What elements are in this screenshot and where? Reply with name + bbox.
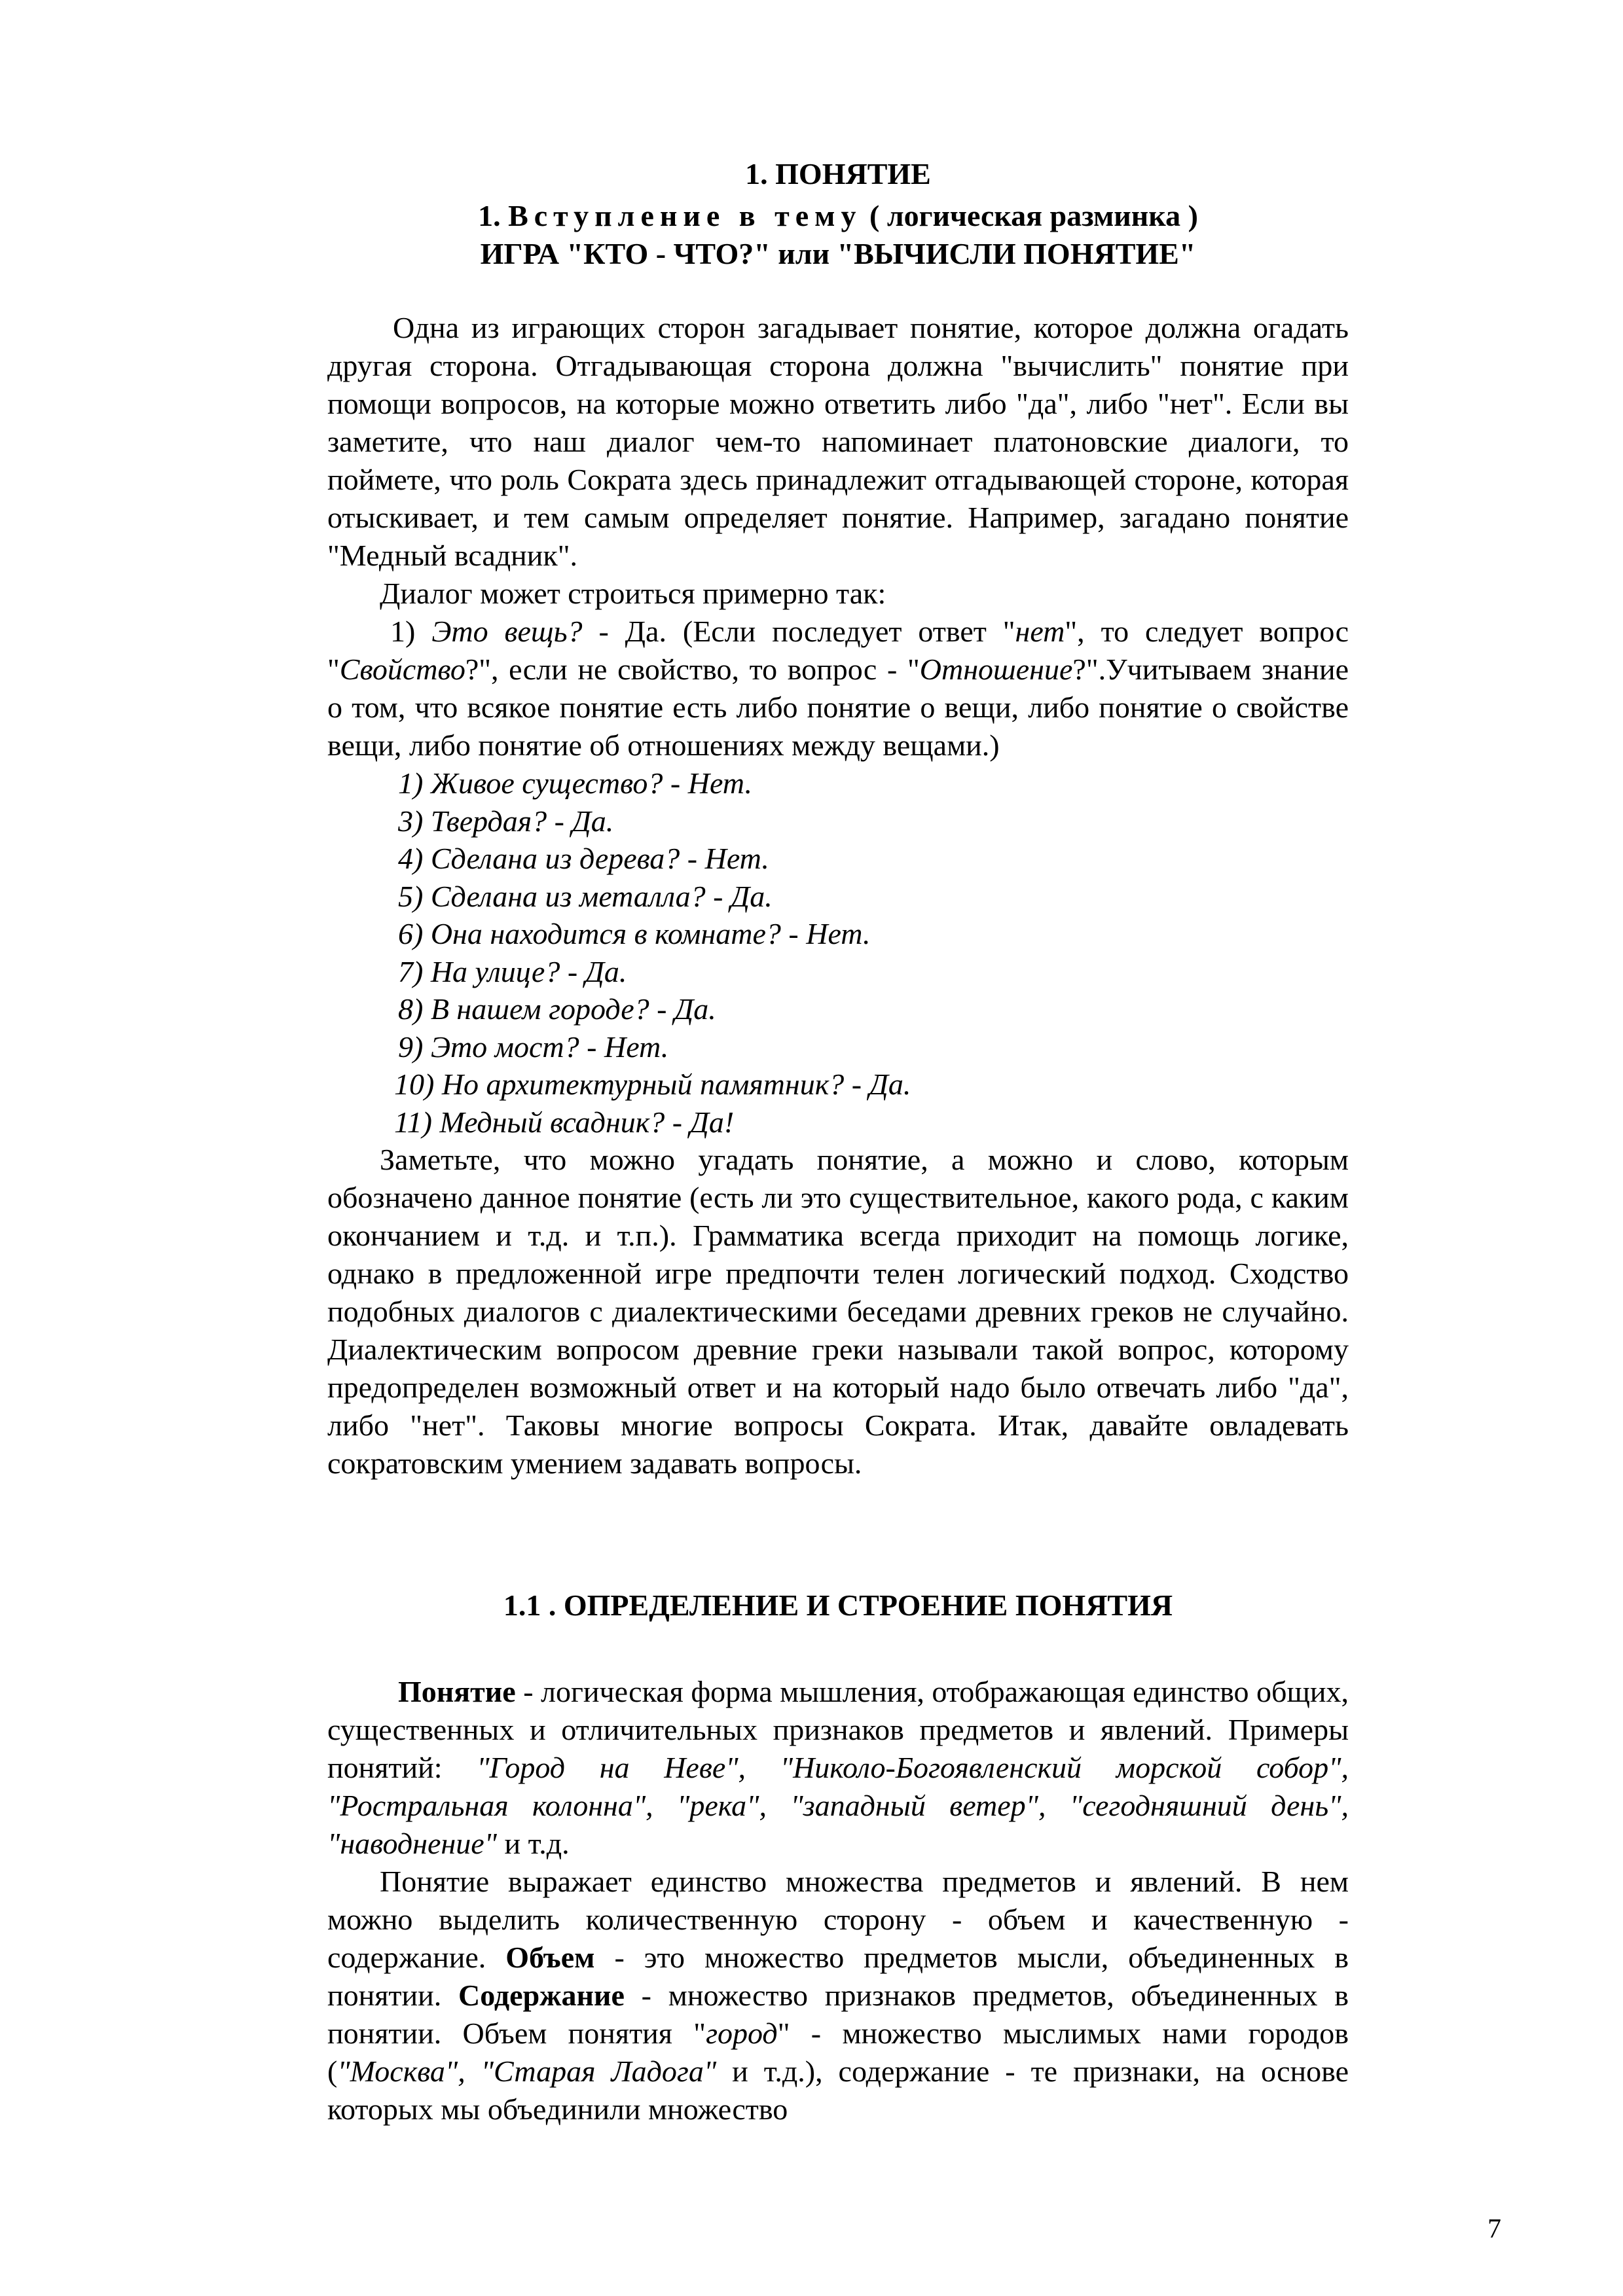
italic-run: Отношение <box>919 653 1073 686</box>
dialog-line: 1) Живое существо? - Нет. <box>398 766 753 800</box>
paragraph-dialog-first <box>327 613 1349 764</box>
text-run: " - множество мыслимых нами городов ( <box>327 2017 1349 2088</box>
paragraph-conclusion: Заметьте, что можно угадать понятие, а можно и слово, которым обозначено данное понятие (есть ли это существительное, какого рода, с каким окончанием и т.д. и т.п.). Грамматика всегда приходит на помощь логике, однако в предложенной игре предпочти телен логический подход. Сходство подобных диалогов с диалектическими беседами древних греков не случайно. Диалектическим вопросом древние греки называли такой вопрос, которому предопределен возможный ответ и на который надо было отвечать либо "да", либо "нет". Таковы многие вопросы Сократа. Итак, давайте овладевать сократовским умением задавать вопросы. <box>327 1143 1349 1480</box>
italic-run: город <box>706 2017 778 2050</box>
text-run: ?".Учитываем знание о том, что всякое понятие есть либо понятие о вещи, либо понятие о свойстве вещи, либо понятие об отношениях между вещами.) <box>327 653 1349 762</box>
page-number: 7 <box>1487 2214 1501 2244</box>
text-run: и т.д. <box>496 1827 570 1860</box>
italic-run: "Москва", "Старая Ладога" <box>337 2054 717 2088</box>
body-block-2 <box>327 1673 1349 2128</box>
intro-spaced-text: Вступление в тему <box>508 199 862 232</box>
term-bold: Объем <box>505 1941 595 1974</box>
text-run: - Да. (Если последует ответ " <box>582 615 1015 648</box>
dialog-line: 9) Это мост? - Нет. <box>398 1030 669 1064</box>
italic-run: "Город на Неве", "Николо-Богоявленский морской собор", "Ростральная колонна", "река", "западный ветер", "сегодняшний день", "наводнение" <box>327 1751 1349 1860</box>
paragraph-volume-content <box>327 1863 1349 2128</box>
intro-heading <box>327 196 1349 236</box>
intro-tail: ( логическая разминка ) <box>869 199 1198 232</box>
text-run: 1) <box>390 615 432 648</box>
dialog-line: 5) Сделана из металла? - Да. <box>398 879 773 913</box>
dialog-list <box>327 764 1349 1141</box>
italic-run: нет <box>1015 615 1065 648</box>
italic-run: Это вещь? <box>431 615 583 648</box>
term-bold: Понятие <box>398 1675 516 1708</box>
text-run: - это множество предметов мысли, объединенных в понятии. <box>327 1941 1349 2012</box>
paragraph-dialog-intro: Диалог может строиться примерно так: <box>380 577 886 610</box>
dialog-line: 6) Она находится в комнате? - Нет. <box>398 917 871 950</box>
text-run: Понятие выражает единство множества предметов и явлений. В нем можно выделить количественную сторону - объем и качественную - содержание. <box>327 1865 1349 1974</box>
text-run: - множество признаков предметов, объединенных в понятии. Объем понятия " <box>327 1979 1349 2050</box>
game-title: ИГРА "КТО - ЧТО?" или "ВЫЧИСЛИ ПОНЯТИЕ" <box>480 237 1196 270</box>
intro-number: 1. <box>478 199 501 232</box>
dialog-line: 11) Медный всадник? - Да! <box>394 1105 735 1139</box>
text-run: и т.д.), содержание - те признаки, на основе которых мы объединили множество <box>327 2054 1349 2126</box>
text-run: - логическая форма мышления, отображающая единство общих, существенных и отличительных признаков предметов и явлений. Примеры понятий: <box>327 1675 1349 1784</box>
italic-run: Свойство <box>339 653 465 686</box>
dialog-line: 3) Твердая? - Да. <box>398 804 614 838</box>
chapter-title: 1. ПОНЯТИЕ <box>745 157 931 190</box>
text-run: ?", если не свойство, то вопрос - " <box>465 653 920 686</box>
section-heading: 1.1 . ОПРЕДЕЛЕНИЕ И СТРОЕНИЕ ПОНЯТИЯ <box>503 1588 1173 1622</box>
body-block-1 <box>327 309 1349 1482</box>
term-bold: Содержание <box>458 1979 625 2012</box>
dialog-line: 10) Но архитектурный памятник? - Да. <box>394 1067 911 1101</box>
paragraph-game-rules: Одна из играющих сторон загадывает понятие, которое должна огадать другая сторона. Отгадывающая сторона должна "вычислить" понятие при помощи вопросов, на которые можно ответить либо "да", либо "нет". Если вы заметите, что наш диалог чем-то напоминает платоновские диалоги, то поймете, что роль Сократа здесь принадлежит отгадывающей стороне, которая отыскивает, и тем самым определяет понятие. Например, загадано понятие "Медный всадник". <box>327 311 1349 572</box>
paragraph-definition <box>327 1673 1349 1863</box>
text-run: ", то следует вопрос " <box>327 615 1349 686</box>
dialog-line: 8) В нашем городе? - Да. <box>398 992 716 1026</box>
dialog-line: 4) Сделана из дерева? - Нет. <box>398 842 769 875</box>
dialog-line: 7) На улице? - Да. <box>398 954 627 988</box>
